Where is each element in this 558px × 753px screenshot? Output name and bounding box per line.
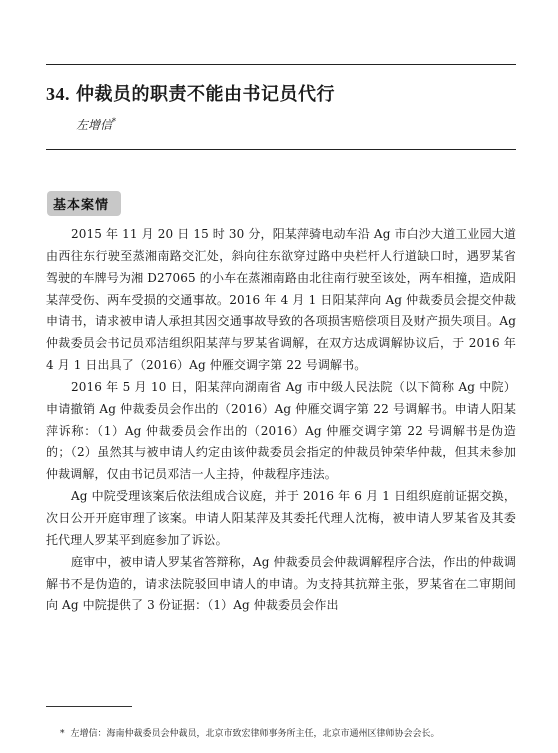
body-paragraph: 2015 年 11 月 20 日 15 时 30 分，阳某萍骑电动车沿 Ag 市白沙大道工业园大道由西往东行驶至蒸湘南路交汇处，斜向往东欲穿过路中央栏杆人行道缺口时，遇罗某省驾驶的车牌号为湘 D27065 的小车在蒸湘南路由北往南行驶至该处，两车相撞，造成阳某萍受伤、两车受损的交通事故。2016 年 4 月 1 日阳某萍向 Ag 仲裁委员会提交仲裁申请书，请求被申请人承担其因交通事故导致的各项损害赔偿项目及财产损失项目。Ag 仲裁委员会书记员邓洁组织阳某萍与罗某省调解，在双方达成调解协议后，于 2016 年 4 月 1 日出具了（2016）Ag 仲雁交调字第 22 号调解书。 — [46, 227, 516, 373]
article-body — [46, 224, 516, 617]
body-paragraph: 2016 年 5 月 10 日，阳某萍向湖南省 Ag 市中级人民法院（以下简称 Ag 中院）申请撤销 Ag 仲裁委员会作出的（2016）Ag 仲雁交调字第 22 号调解书。申请人阳某萍诉称：（1）Ag 仲裁委员会作出的（2016）Ag 仲雁交调字第 22 号调解书是伪造的；（2）虽然其与被申请人约定由该仲裁委员会指定的仲裁员钟荣华仲裁，但其未参加仲裁调解，仅由书记员邓洁一人主持，仲裁程序违法。 — [46, 379, 516, 482]
article-number: 34. — [46, 84, 70, 104]
article-title-text: 仲裁员的职责不能由书记员代行 — [76, 84, 335, 105]
article-title — [46, 80, 335, 106]
section-badge-label: 基本案情 — [53, 198, 110, 213]
top-rule — [46, 64, 516, 65]
header-bottom-rule — [46, 149, 516, 150]
footnote-text: 左增信：海南仲裁委员会仲裁员，北京市致宏律师事务所主任，北京市通州区律师协会会长。 — [70, 729, 440, 739]
author-line — [76, 116, 116, 133]
footnote-mark: * — [60, 729, 65, 739]
footnote — [60, 726, 440, 739]
body-paragraph: Ag 中院受理该案后依法组成合议庭，并于 2016 年 6 月 1 日组织庭前证据交换，次日公开开庭审理了该案。申请人阳某萍及其委托代理人沈梅，被申请人罗某省及其委托代理人罗某平到庭参加了诉讼。 — [46, 489, 516, 547]
author-name: 左增信 — [76, 118, 113, 132]
section-badge — [47, 191, 121, 216]
body-paragraph: 庭审中，被申请人罗某省答辩称，Ag 仲裁委员会仲裁调解程序合法，作出的仲裁调解书不是伪造的，请求法院驳回申请人的申请。为支持其抗辩主张，罗某省在二审期间向 Ag 中院提供了 3 份证据：（1）Ag 仲裁委员会作出 — [46, 554, 516, 613]
author-footnote-mark: * — [112, 117, 117, 126]
footnote-rule — [46, 706, 132, 707]
